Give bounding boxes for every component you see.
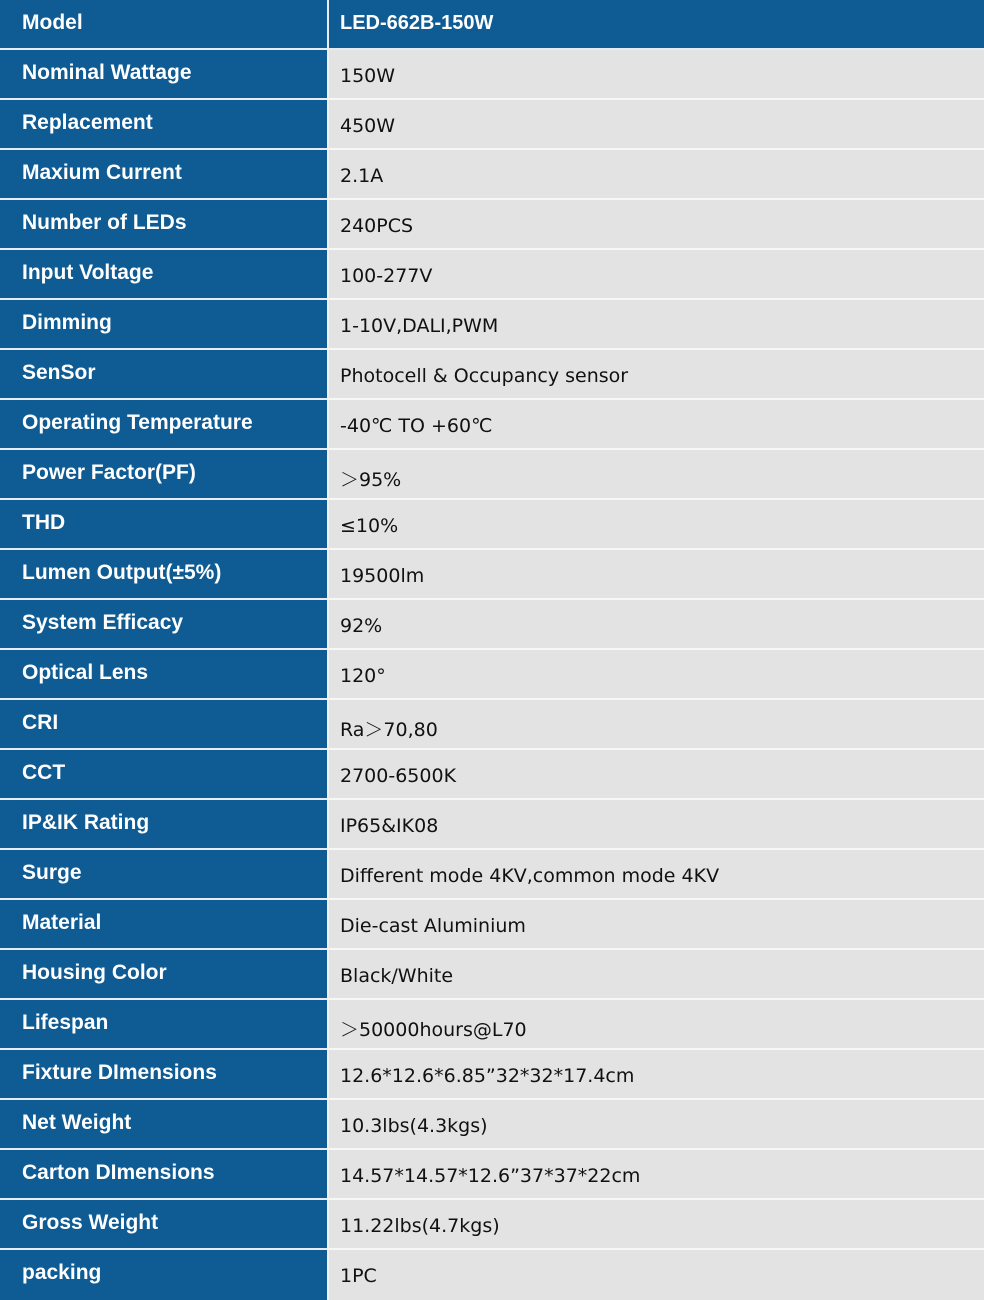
- spec-row-lifespan: [0, 1000, 984, 1050]
- spec-row-power-factor: [0, 450, 984, 500]
- spec-label: Lifespan: [0, 1000, 327, 1050]
- spec-label: THD: [0, 500, 327, 550]
- spec-value: 450W: [327, 100, 984, 150]
- spec-row-sensor: [0, 350, 984, 400]
- spec-label: packing: [0, 1250, 327, 1300]
- spec-row-model: [0, 0, 984, 50]
- spec-value: -40℃ TO +60℃: [327, 400, 984, 450]
- spec-row-surge: [0, 850, 984, 900]
- spec-label: Housing Color: [0, 950, 327, 1000]
- spec-row-input-voltage: [0, 250, 984, 300]
- spec-row-net-weight: [0, 1100, 984, 1150]
- spec-row-optical-lens: [0, 650, 984, 700]
- spec-label: Lumen Output(±5%): [0, 550, 327, 600]
- spec-value: Photocell & Occupancy sensor: [327, 350, 984, 400]
- spec-value: 14.57*14.57*12.6”37*37*22cm: [327, 1150, 984, 1200]
- spec-row-fixture-dimensions: [0, 1050, 984, 1100]
- spec-value: Die-cast Aluminium: [327, 900, 984, 950]
- spec-label: IP&IK Rating: [0, 800, 327, 850]
- spec-value: Ra＞70,80: [327, 700, 984, 750]
- spec-row-packing: [0, 1250, 984, 1300]
- spec-label: CRI: [0, 700, 327, 750]
- spec-value: 11.22lbs(4.7kgs): [327, 1200, 984, 1250]
- spec-label: Maxium Current: [0, 150, 327, 200]
- spec-label: SenSor: [0, 350, 327, 400]
- spec-value: 12.6*12.6*6.85”32*32*17.4cm: [327, 1050, 984, 1100]
- spec-value: ＞50000hours@L70: [327, 1000, 984, 1050]
- spec-label: CCT: [0, 750, 327, 800]
- spec-label: Model: [0, 0, 327, 50]
- spec-row-ip-ik-rating: [0, 800, 984, 850]
- spec-value: 120°: [327, 650, 984, 700]
- spec-label: Dimming: [0, 300, 327, 350]
- spec-row-operating-temperature: [0, 400, 984, 450]
- spec-label: Input Voltage: [0, 250, 327, 300]
- spec-row-nominal-wattage: [0, 50, 984, 100]
- spec-label: Number of LEDs: [0, 200, 327, 250]
- spec-label: Optical Lens: [0, 650, 327, 700]
- spec-row-gross-weight: [0, 1200, 984, 1250]
- spec-label: Gross Weight: [0, 1200, 327, 1250]
- spec-label: Power Factor(PF): [0, 450, 327, 500]
- spec-row-material: [0, 900, 984, 950]
- spec-value: ＞95%: [327, 450, 984, 500]
- spec-label: System Efficacy: [0, 600, 327, 650]
- spec-value: 19500lm: [327, 550, 984, 600]
- spec-row-system-efficacy: [0, 600, 984, 650]
- spec-value: Different mode 4KV,common mode 4KV: [327, 850, 984, 900]
- spec-label: Replacement: [0, 100, 327, 150]
- spec-label: Operating Temperature: [0, 400, 327, 450]
- spec-row-cct: [0, 750, 984, 800]
- spec-label: Surge: [0, 850, 327, 900]
- spec-row-thd: [0, 500, 984, 550]
- spec-label: Nominal Wattage: [0, 50, 327, 100]
- spec-label: Material: [0, 900, 327, 950]
- spec-label: Net Weight: [0, 1100, 327, 1150]
- spec-value: 10.3lbs(4.3kgs): [327, 1100, 984, 1150]
- spec-value: LED-662B-150W: [327, 0, 984, 50]
- spec-row-maximum-current: [0, 150, 984, 200]
- spec-row-carton-dimensions: [0, 1150, 984, 1200]
- spec-label: Fixture DImensions: [0, 1050, 327, 1100]
- spec-value: 2700-6500K: [327, 750, 984, 800]
- spec-value: 150W: [327, 50, 984, 100]
- spec-value: 92%: [327, 600, 984, 650]
- spec-row-number-of-leds: [0, 200, 984, 250]
- spec-value: 1-10V,DALI,PWM: [327, 300, 984, 350]
- spec-row-lumen-output: [0, 550, 984, 600]
- spec-value: Black/White: [327, 950, 984, 1000]
- spec-row-dimming: [0, 300, 984, 350]
- spec-row-replacement: [0, 100, 984, 150]
- spec-value: 1PC: [327, 1250, 984, 1300]
- spec-value: ≤10%: [327, 500, 984, 550]
- spec-value: 2.1A: [327, 150, 984, 200]
- spec-row-cri: [0, 700, 984, 750]
- spec-value: 240PCS: [327, 200, 984, 250]
- spec-value: IP65&IK08: [327, 800, 984, 850]
- spec-label: Carton DImensions: [0, 1150, 327, 1200]
- spec-row-housing-color: [0, 950, 984, 1000]
- spec-value: 100-277V: [327, 250, 984, 300]
